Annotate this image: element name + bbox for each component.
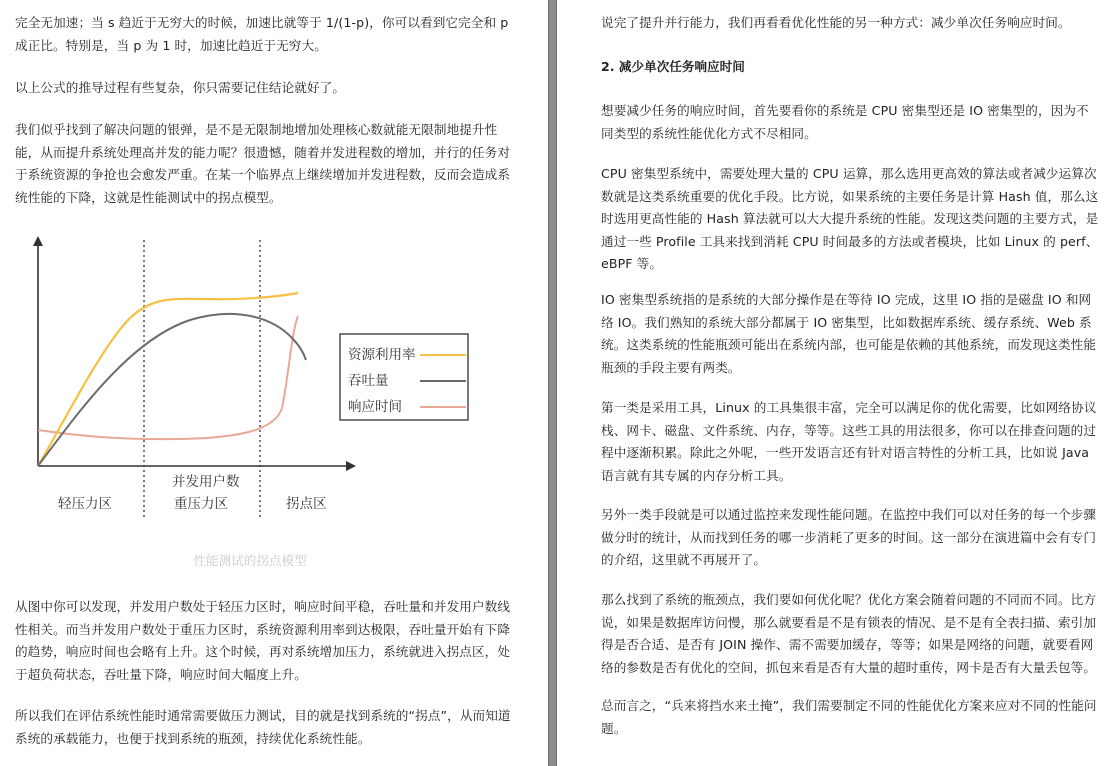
left-paragraph-2: 以上公式的推导过程有些复杂，你只需要记住结论就好了。: [15, 80, 346, 95]
right-paragraph-3: CPU 密集型系统中，需要处理大量的 CPU 运算，那么选用更高效的算法或者减少运算次数就是这类系统重要的优化手段。比方说，如果系统的主要任务是计算 Hash 值，那么这时选用更高性能的 Hash 算法就可以大大提升系统的性能。发现这类问题的主要方式，是通过一些 Profile 工具来找到消耗 CPU 时间最多的方法或者模块，比如 Linux 的 perf、eBPF 等。: [601, 166, 1099, 271]
section-heading: 2. 减少单次任务响应时间: [601, 59, 745, 74]
x-axis-label: 并发用户数: [172, 474, 240, 490]
right-paragraph-1: 说完了提升并行能力，我们再看看优化性能的另一种方式：减少单次任务响应时间。: [601, 15, 1071, 30]
x-axis-arrow: [346, 461, 356, 471]
left-paragraph-5: 所以我们在评估系统性能时通常需要做压力测试，目的就是找到系统的“拐点”，从而知道系统的承载能力，也便于找到系统的瓶颈，持续优化系统性能。: [15, 708, 511, 746]
legend-label-utilization: 资源利用率: [348, 347, 416, 363]
zone-label-inflection: 拐点区: [286, 496, 327, 512]
right-paragraph-2: 想要减少任务的响应时间，首先要看你的系统是 CPU 密集型还是 IO 密集型的，因为不同类型的系统性能优化方式不尽相同。: [601, 103, 1089, 141]
left-paragraph-3: 我们似乎找到了解决问题的银弹，是不是无限制地增加处理核心数就能无限制地提升性能，从而提升系统处理高并发的能力呢？很遗憾，随着并发进程数的增加，并行的任务对于系统资源的争抢也会愈发严重。在某一个临界点上继续增加并发进程数，反而会造成系统性能的下降，这就是性能测试中的拐点模型。: [15, 122, 511, 205]
throughput-curve: [38, 314, 306, 466]
legend-label-response: 响应时间: [348, 399, 402, 415]
right-page: [557, 0, 1111, 766]
response-time-curve: [38, 316, 298, 439]
y-axis-arrow: [33, 236, 43, 246]
figure-svg: [20, 230, 500, 530]
right-paragraph-7: 那么找到了系统的瓶颈点，我们要如何优化呢？优化方案会随着问题的不同而不同。比方说，如果是数据库访问慢，那么就要看是不是有锁表的情况、是不是有全表扫描、索引加得是否合适、是否有 JOIN 操作、需不需要加缓存，等等；如果是网络的问题，就要看网络的参数是否有优化的空间，抓包来看是否有大量的超时重传，网卡是否有大量丢包等。: [601, 592, 1097, 675]
left-paragraph-1: 完全无加速；当 s 趋近于无穷大的时候，加速比就等于 1/(1-p)，你可以看到它完全和 p 成正比。特别是，当 p 为 1 时，加速比趋近于无穷大。: [15, 15, 509, 53]
left-page: [0, 0, 548, 766]
right-paragraph-5: 第一类是采用工具，Linux 的工具集很丰富，完全可以满足你的优化需要，比如网络协议栈、网卡、磁盘、文件系统、内存，等等。这些工具的用法很多，你可以在排查问题的过程中逐渐积累。除此之外呢，一些开发语言还有针对语言特性的分析工具，比如说 Java 语言就有其专属的内存分析工具。: [601, 400, 1097, 483]
right-paragraph-6: 另外一类手段就是可以通过监控来发现性能问题。在监控中我们可以对任务的每一个步骤做分时的统计，从而找到任务的哪一步消耗了更多的时间。这一部分在演进篇中会有专门的介绍，这里就不再展开了。: [601, 507, 1097, 567]
zone-label-heavy: 重压力区: [174, 496, 228, 512]
figure-caption: 性能测试的拐点模型: [193, 553, 307, 568]
left-paragraph-4: 从图中你可以发现，并发用户数处于轻压力区时，响应时间平稳，吞吐量和并发用户数线性相关。而当并发用户数处于重压力区时，系统资源利用率到达极限，吞吐量开始有下降的趋势，响应时间也会略有上升。这个时候，再对系统增加压力，系统就进入拐点区，处于超负荷状态，吞吐量下降，响应时间大幅度上升。: [15, 599, 511, 682]
page-divider: [548, 0, 557, 766]
inflection-point-model-figure: [20, 230, 500, 530]
right-paragraph-4: IO 密集型系统指的是系统的大部分操作是在等待 IO 完成，这里 IO 指的是磁盘 IO 和网络 IO。我们熟知的系统大部分都属于 IO 密集型，比如数据库系统、缓存系统、Web 系统。这类系统的性能瓶颈可能出在系统内部，也可能是依赖的其他系统，而发现这类性能瓶颈的手段主要有两类。: [601, 292, 1097, 375]
right-paragraph-8: 总而言之，“兵来将挡水来土掩”，我们需要制定不同的性能优化方案来应对不同的性能问题。: [601, 698, 1097, 736]
legend-label-throughput: 吞吐量: [348, 373, 389, 389]
zone-label-light: 轻压力区: [58, 496, 112, 512]
